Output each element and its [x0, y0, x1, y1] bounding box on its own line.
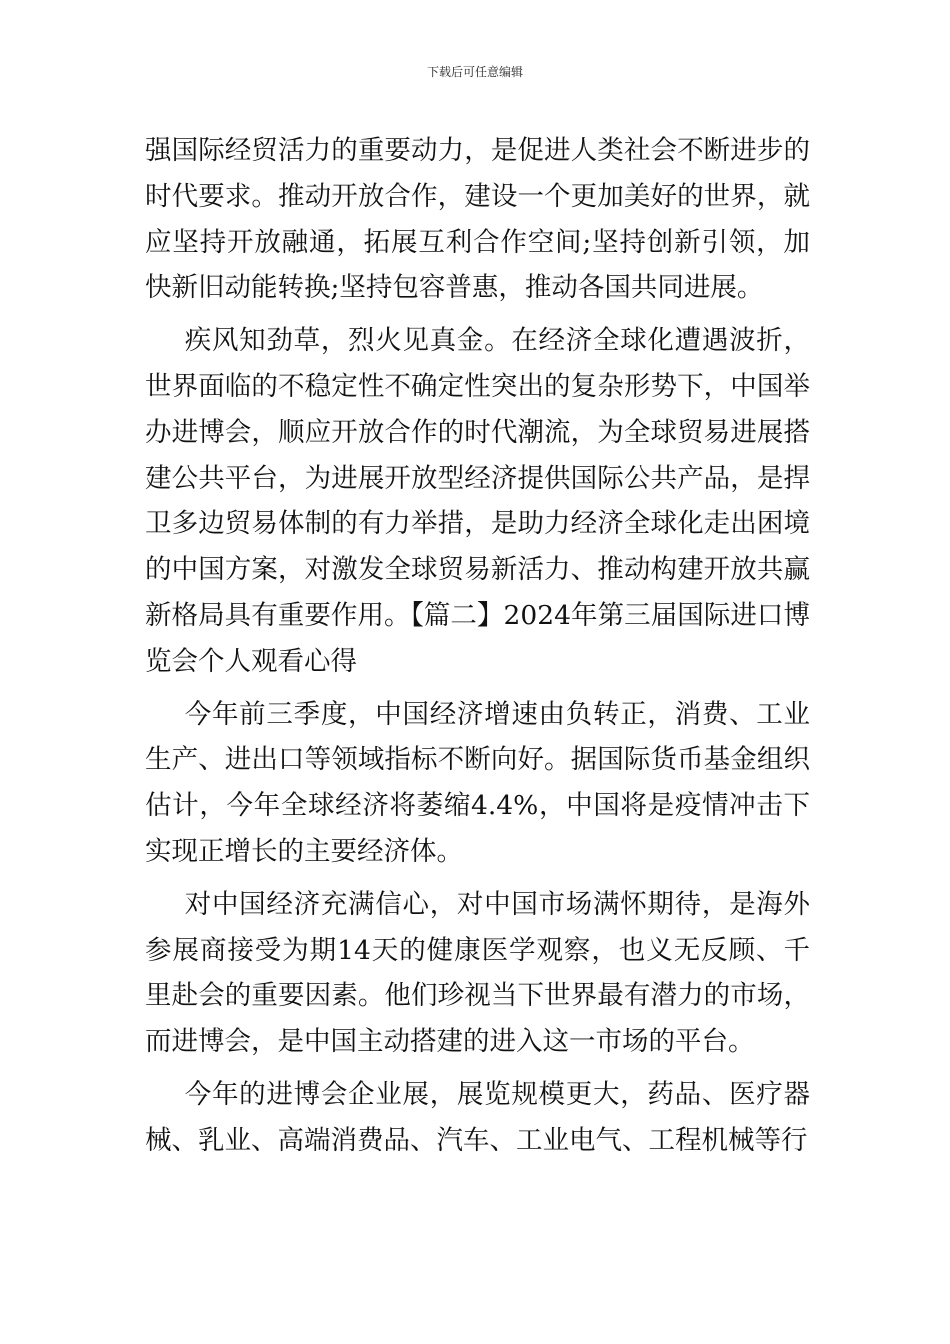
paragraph: 今年前三季度，中国经济增速由负转正，消费、工业生产、进出口等领域指标不断向好。据国际货币基金组织估计，今年全球经济将萎缩4.4%，中国将是疫情冲击下实现正增长的主要经济体。 — [145, 698, 810, 867]
paragraph: 疾风知劲草，烈火见真金。在经济全球化遭遇波折，世界面临的不稳定性不确定性突出的复杂形势下，中国举办进博会，顺应开放合作的时代潮流，为全球贸易进展搭建公共平台，为进展开放型经济提供国际公共产品，是捍卫多边贸易体制的有力举措，是助力经济全球化走出困境的中国方案，对激发全球贸易新活力、推动构建开放共赢新格局具有重要作用。【篇二】2024年第三届国际进口博览会个人观看心得 — [145, 325, 810, 677]
paragraph: 今年的进博会企业展，展览规模更大，药品、医疗器械、乳业、高端消费品、汽车、工业电气、工程机械等行 — [145, 1078, 810, 1156]
page-header-note: 下载后可任意编辑 — [426, 65, 523, 79]
paragraph: 对中国经济充满信心，对中国市场满怀期待，是海外参展商接受为期14天的健康医学观察，也义无反顾、千里赴会的重要因素。他们珍视当下世界最有潜力的市场，而进博会，是中国主动搭建的进入这一市场的平台。 — [145, 888, 810, 1058]
paragraph-continuation: 强国际经贸活力的重要动力，是促进人类社会不断进步的时代要求。推动开放合作，建设一个更加美好的世界，就应坚持开放融通，拓展互利合作空间;坚持创新引领，加快新旧动能转换;坚持包容普惠，推动各国共同进展。 — [145, 135, 810, 304]
document-body — [145, 128, 810, 1164]
